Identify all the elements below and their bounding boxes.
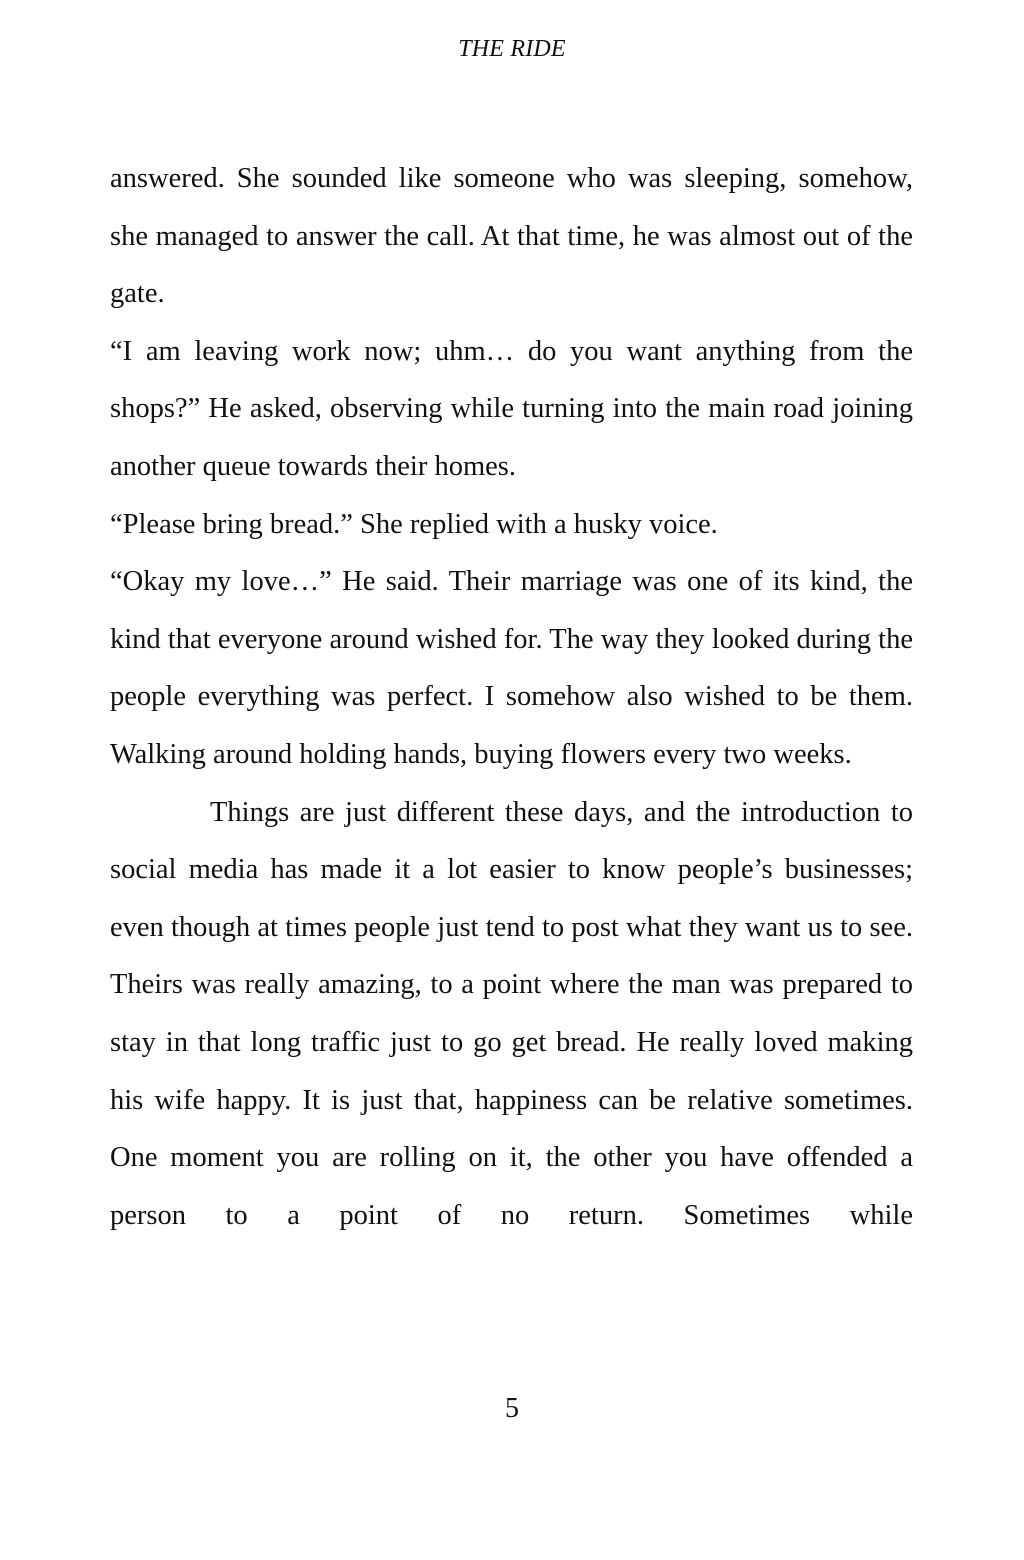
running-head: THE RIDE xyxy=(458,36,566,62)
paragraph: “I am leaving work now; uhm… do you want anything from the shops?” He asked, observing while turning into the main road joining another queue towards their homes. xyxy=(110,335,913,482)
paragraph: “Okay my love…” He said. Their marriage was one of its kind, the kind that everyone around wished for. The way they looked during the people everything was perfect. I somehow also wished to be them. Walking around holding hands, buying flowers every two weeks. xyxy=(110,566,913,770)
paragraph: Things are just different these days, and the introduction to social media has made it a lot easier to know people’s businesses; even though at times people just tend to post what they want us to see. Theirs was really amazing, to a point where the man was prepared to stay in that long traffic just to go get bread. He really loved making his wife happy. It is just that, happiness can be relative sometimes. One moment you are rolling on it, the other you have offended a person to a point of no return. Sometimes while xyxy=(110,796,913,1231)
page-number: 5 xyxy=(505,1393,519,1424)
paragraph: answered. She sounded like someone who was sleeping, somehow, she managed to answer the call. At that time, he was almost out of the gate. xyxy=(110,163,913,310)
body-text xyxy=(110,150,913,1244)
paragraph: “Please bring bread.” She replied with a husky voice. xyxy=(110,508,718,540)
